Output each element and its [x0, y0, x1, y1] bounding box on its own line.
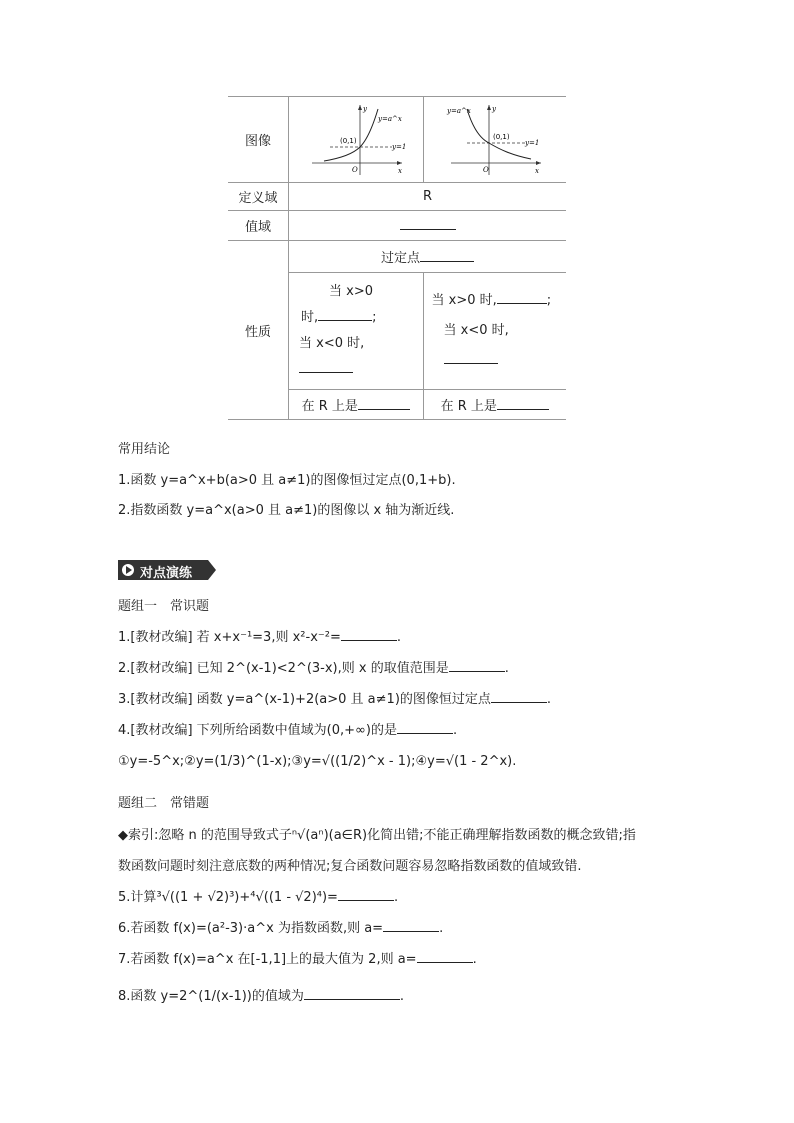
question-7-text: 7.若函数 f(x)=a^x 在[-1,1]上的最大值为 2,则 a=: [118, 952, 417, 967]
monotonic-left-cell: [289, 390, 424, 420]
question-4-text: 4.[教材改编] 下列所给函数中值域为(0,+∞)的是: [118, 723, 397, 738]
question-6-blank[interactable]: [383, 919, 439, 932]
group2-title: 题组二 常错题: [118, 796, 210, 811]
graph2-y-axis-label: y: [491, 104, 496, 113]
question-1-blank[interactable]: [341, 628, 397, 641]
question-2-text: 2.[教材改编] 已知 2^(x-1)<2^(3-x),则 x 的取值范围是: [118, 661, 449, 676]
range-blank-cell: [289, 211, 567, 241]
question-5-blank[interactable]: [338, 888, 394, 901]
graph2-point-label: (0,1): [492, 132, 510, 141]
graph1-origin-label: O: [351, 165, 358, 174]
conclusion-item-2: 2.指数函数 y=a^x(a>0 且 a≠1)的图像以 x 轴为渐近线.: [118, 503, 455, 518]
right-prop-b: 当 x<0 时,: [443, 323, 509, 338]
conclusions-title: 常用结论: [118, 442, 171, 457]
left-blank-neg[interactable]: [299, 360, 353, 373]
left-prop-a: 当 x>0: [329, 284, 373, 299]
monotonic-right-cell: [423, 390, 566, 420]
question-8-blank[interactable]: [304, 987, 400, 1000]
practice-badge: [118, 560, 216, 580]
graph1-point-label: (0,1): [339, 136, 357, 145]
group1-title: 题组一 常识题: [118, 599, 210, 614]
fixed-point-label: 过定点: [380, 251, 420, 266]
mono-left-label: 在 R 上是: [301, 399, 358, 414]
question-4-options: ①y=-5^x;②y=(1/3)^(1-x);③y=√((1/2)^x - 1);④y=√(1 - 2^x).: [118, 754, 517, 769]
group2-note-line-2: 数函数问题时刻注意底数的两种情况;复合函数问题容易忽略指数函数的值域致错.: [118, 859, 582, 874]
question-3-blank[interactable]: [491, 690, 547, 703]
mono-left-blank[interactable]: [358, 397, 410, 410]
question-1: 1.[教材改编] 若 x+x⁻¹=3,则 x²-x⁻²= .: [118, 630, 401, 645]
row-label-image: 图像: [228, 97, 289, 183]
question-7: 7.若函数 f(x)=a^x 在[-1,1]上的最大值为 2,则 a= .: [118, 952, 477, 967]
row-label-properties: 性质: [228, 241, 289, 420]
question-3: 3.[教材改编] 函数 y=a^(x-1)+2(a>0 且 a≠1)的图像恒过定点 .: [118, 692, 552, 707]
properties-right-cell: 当 x>0 时, ; 当 x<0 时,: [423, 273, 566, 390]
graph1-curve-label: y=a^x: [377, 114, 402, 123]
question-6: 6.若函数 f(x)=(a²-3)·a^x 为指数函数,则 a= .: [118, 921, 444, 936]
question-5-text: 5.计算³√((1 + √2)³)+⁴√((1 - √2)⁴)=: [118, 890, 338, 905]
domain-value: R: [289, 183, 567, 211]
conclusion-item-1: 1.函数 y=a^x+b(a>0 且 a≠1)的图像恒过定点(0,1+b).: [118, 473, 456, 488]
question-6-text: 6.若函数 f(x)=(a²-3)·a^x 为指数函数,则 a=: [118, 921, 384, 936]
left-prop-b: 时,: [301, 310, 319, 325]
question-1-text: 1.[教材改编] 若 x+x⁻¹=3,则 x²-x⁻²=: [118, 630, 341, 645]
question-4-blank[interactable]: [397, 721, 453, 734]
graph2-x-axis-label: x: [534, 166, 539, 175]
graph-decreasing: [445, 101, 545, 179]
graph2-asymptote-label: y=1: [524, 138, 540, 147]
graph1-x-axis-label: x: [397, 166, 402, 175]
left-prop-c: 当 x<0 时,: [299, 336, 365, 351]
graph2-origin-label: O: [482, 165, 489, 174]
graph2-curve-label: y=a^x: [446, 106, 471, 115]
group2-note-line-1: ◆索引:忽略 n 的范围导致式子ⁿ√(aⁿ)(a∈R)化简出错;不能正确理解指数函数的概念致错;指: [118, 828, 636, 843]
fixed-point-blank[interactable]: [420, 249, 474, 262]
right-blank-neg[interactable]: [444, 351, 498, 364]
question-4: 4.[教材改编] 下列所给函数中值域为(0,+∞)的是 .: [118, 723, 458, 738]
graph1-y-axis-label: y: [362, 104, 367, 113]
question-5: 5.计算³√((1 + √2)³)+⁴√((1 - √2)⁴)= .: [118, 890, 399, 905]
row-label-domain: 定义域: [228, 183, 289, 211]
question-2: 2.[教材改编] 已知 2^(x-1)<2^(3-x),则 x 的取值范围是 .: [118, 661, 509, 676]
question-7-blank[interactable]: [417, 950, 473, 963]
graph-cell-increasing: [289, 97, 424, 183]
right-prop-a: 当 x>0 时,: [431, 293, 497, 308]
mono-right-blank[interactable]: [497, 397, 549, 410]
row-label-range: 值域: [228, 211, 289, 241]
question-8: 8.函数 y=2^(1/(x-1))的值域为 .: [118, 989, 405, 1004]
question-2-blank[interactable]: [449, 659, 505, 672]
exponential-properties-table: [228, 96, 566, 420]
fixed-point-cell: [289, 241, 567, 273]
graph1-asymptote-label: y=1: [391, 142, 406, 151]
graph-increasing: [306, 101, 406, 179]
properties-left-cell: 当 x>0 时, ; 当 x<0 时,: [289, 273, 424, 390]
graph-cell-decreasing: [423, 97, 566, 183]
practice-badge-label: 对点演练: [140, 566, 193, 581]
right-blank-pos[interactable]: [497, 291, 547, 304]
left-blank-pos[interactable]: [318, 308, 372, 321]
question-8-text: 8.函数 y=2^(1/(x-1))的值域为: [118, 989, 304, 1004]
mono-right-label: 在 R 上是: [440, 399, 497, 414]
range-blank[interactable]: [400, 217, 456, 230]
question-3-text: 3.[教材改编] 函数 y=a^(x-1)+2(a>0 且 a≠1)的图像恒过定点: [118, 692, 491, 707]
